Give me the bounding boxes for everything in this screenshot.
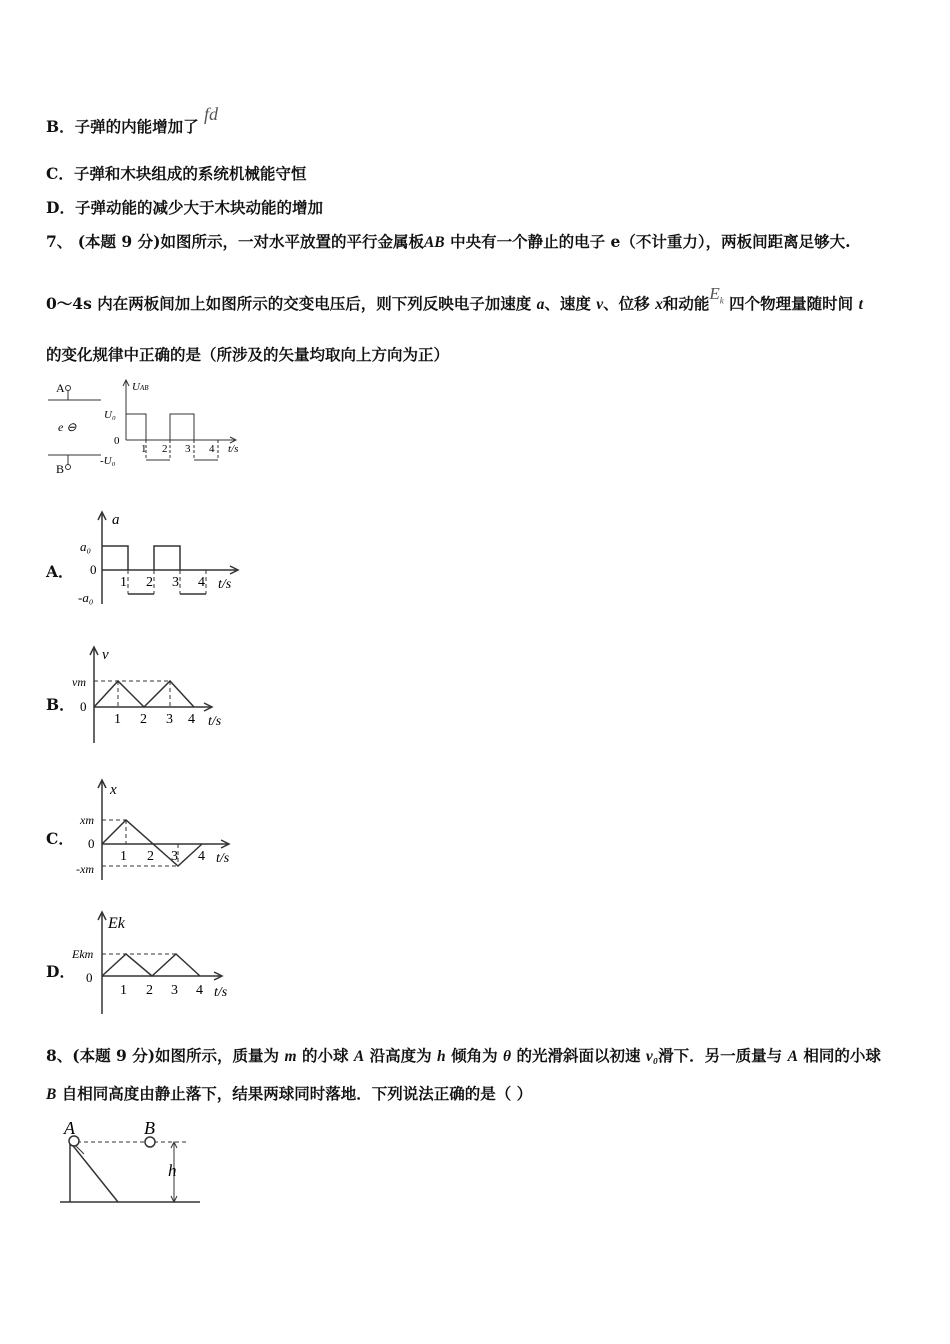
ball-a-label: A [64,1118,75,1138]
tick-1: 1 [120,983,127,998]
x-axis-label: t/s [216,851,230,866]
tick-4: 4 [196,983,203,998]
option-label: D． [46,198,75,217]
sym-v: v [596,296,604,313]
stem-text: 滑下．另一质量与 [658,1046,783,1065]
stem-text: 如图所示，一对水平放置的平行金属板 [160,232,424,251]
u-label: U [132,381,140,393]
sym-h: h [437,1048,446,1065]
u-sub: AB [139,384,149,392]
terminal-b-icon [66,465,71,470]
option-label: B． [46,117,75,136]
option-a-graph [78,510,248,610]
stem-text: 沿高度为 [369,1046,432,1065]
sym-m: m [284,1048,297,1065]
stem-text: 0～4s 内在两板间加上如图所示的交变电压后，则下列反映电子加速度 [46,294,532,313]
sym-x: x [655,296,663,313]
option-label: C． [46,164,74,183]
neg-u0-label: -U₀ [100,455,116,467]
stem-text: 倾角为 [451,1046,498,1065]
q7-stem-line1 [46,230,850,252]
sym-b: B [46,1086,57,1103]
tick-2: 2 [140,712,147,727]
q6-option-d [46,196,323,218]
tick-2: 2 [162,443,168,455]
option-b-label: B． [46,695,75,714]
sym-a: A [353,1048,365,1065]
q7-stem-line2 [46,284,863,315]
option-text: 子弹动能的减少大于木块动能的增加 [74,198,323,217]
q6-option-b [46,104,219,137]
q8-stem-line2 [46,1082,532,1104]
tick-3: 3 [171,983,178,998]
zero-label: 0 [86,970,93,985]
option-d-graph [72,910,242,1015]
stem-text: 的小球 [301,1046,349,1065]
question-number: 8、 [46,1046,73,1065]
question-number: 7、 [46,232,73,251]
x-axis-label: t/s [218,577,232,592]
plate-b-label: B [56,462,65,476]
sym-ek-sub: k [719,295,724,306]
question-score: (本题 9 分) [77,232,161,251]
incline-slope [70,1142,118,1202]
stem-text: 如图所示，质量为 [155,1046,280,1065]
option-b-graph [72,645,232,745]
tick-4: 4 [198,849,205,864]
stem-text: 、速度 [544,294,591,313]
x-axis-label: t/s [228,443,239,455]
tick-1: 1 [120,849,127,864]
level-label: xm [80,813,94,827]
option-d-label: D． [46,962,75,981]
level-label: Ekm [72,947,94,961]
stem-text: 自相同高度由静止落下，结果两球同时落地．下列说法正确的是（ ） [61,1084,533,1103]
question-score: (本题 9 分) [72,1046,156,1065]
tick-2: 2 [146,575,153,590]
stem-text: 四个物理量随时间 [729,294,854,313]
y-axis-label: Ek [108,915,125,932]
stem-text: 的变化规律中正确的是（所涉及的矢量均取向上方向为正） [46,345,450,364]
u0-label: U₀ [104,409,116,421]
tick-3: 3 [166,712,173,727]
sym-v0: v₀ [645,1048,659,1065]
y-axis-label: a [112,512,120,528]
y-axis-label: v [102,647,109,663]
zero-label: 0 [90,562,97,577]
tick-4: 4 [188,712,195,727]
sym-ek-main: E [709,284,720,303]
tick-1: 1 [141,443,147,455]
neg-level-label: -a₀ [78,590,94,605]
stem-text: 相同的小球 [803,1046,881,1065]
zero-label: 0 [88,836,95,851]
q7-voltage-figure [46,378,266,478]
ball-b-label: B [144,1118,155,1138]
electron-label: e ⊖ [58,420,77,434]
option-a-label: A． [46,562,74,581]
math-fd: fd [204,104,219,124]
sym-t: t [858,296,863,313]
neg-level-label: -xm [76,862,94,876]
height-label: h [168,1161,177,1180]
option-c-label: C． [46,829,74,848]
stem-text: 和动能 [662,294,710,313]
option-text: 子弹的内能增加了 [74,117,199,136]
level-label: a₀ [80,539,92,554]
x-axis-label: t/s [214,985,228,1000]
option-c-graph [74,778,244,883]
q8-incline-figure [58,1118,228,1208]
y-axis-label: x [110,782,117,798]
option-text: 子弹和木块组成的系统机械能守恒 [73,164,307,183]
level-label: vm [72,675,86,689]
sym-theta: θ [502,1048,512,1065]
stem-text: 、位移 [603,294,650,313]
ball-b-icon [145,1137,155,1147]
tick-2: 2 [146,983,153,998]
tick-1: 1 [114,712,121,727]
sym-ek [709,284,724,306]
sym-ab: AB [423,234,445,251]
sym-a: a [536,296,545,313]
u-ab-label [132,381,149,393]
tick-3: 3 [171,849,178,864]
tick-3: 3 [185,443,191,455]
q7-stem-line3 [46,343,449,365]
tick-2: 2 [147,849,154,864]
q6-option-c [46,162,306,184]
terminal-a-icon [66,386,71,391]
sym-a2: A [787,1048,798,1065]
q8-stem-line1 [46,1044,881,1066]
x-axis-label: t/s [208,714,222,729]
tick-3: 3 [172,575,179,590]
tick-4: 4 [209,443,215,455]
zero-label: 0 [114,435,120,447]
zero-label: 0 [80,699,87,714]
plate-a-label: A [56,381,65,395]
stem-text: 中央有一个静止的电子 e（不计重力），两板间距离足够大. [450,232,851,251]
tick-4: 4 [198,575,205,590]
stem-text: 的光滑斜面以初速 [516,1046,641,1065]
tick-1: 1 [120,575,127,590]
